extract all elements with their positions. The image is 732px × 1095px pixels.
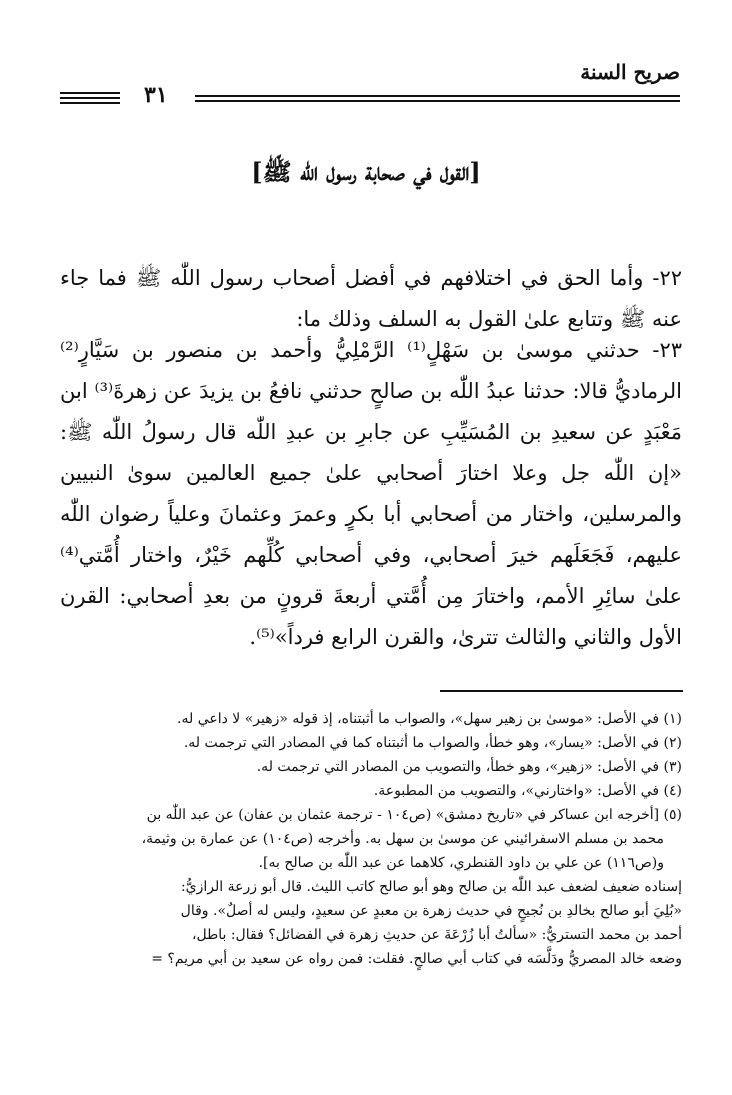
footnote-separator [440, 690, 683, 692]
footnote-commentary-line: إسناده ضعيف لضعف عبد اللّٰه بن صالح وهو أبو صالح كاتب الليث. قال أبو زرعة الرازيُّ: [180, 879, 682, 895]
footnote-number: (١) [663, 711, 682, 727]
header-rule-short-3 [60, 102, 120, 104]
footnote-text: في الأصل: «واختارني»، والتصويب من المطبوعة. [373, 783, 660, 799]
footnote-2 [62, 731, 682, 755]
footnote-text: في الأصل: «يسار»، وهو خطأ، والصواب ما أثبتناه كما في المصادر التي ترجمت له. [183, 735, 660, 751]
paragraph-23: ٢٣- حدثني موسىٰ بن سَهْلٍ⁽¹⁾ الرَّمْلِيُّ وأحمد بن منصور بن سَيَّارٍ⁽²⁾ الرماديُّ قالا: حدثنا عبدُ اللّٰه بن صالحٍ حدثني نافعُ بن يزيدَ عن زهرةَ⁽³⁾ ابن مَعْبَدٍ عن سعيدِ بن المُسَيِّبِ عن جابرِ بن عبدِ اللّٰه قال رسولُ اللّٰه ﷺ: «إن اللّٰه جل وعلا اختارَ أصحابي علىٰ جميع العالمين سوىٰ النبيين والمرسلين، واختار من أصحابي أبا بكرٍ وعمرَ وعثمانَ وعلياً رضوان اللّٰه عليهم، فَجَعَلَهم خيرَ أصحابي، وفي أصحابي كُلِّهم خَيْرٌ، واختار أُمَّتي⁽⁴⁾ علىٰ سائِرِ الأمم، واختارَ مِن أُمَّتي أربعةَ قرونٍ من بعدِ أصحابي: القرن الأول والثاني والثالث تترىٰ، والقرن الرابع فرداً»⁽⁵⁾. [60, 338, 682, 649]
page-number: ٣١ [140, 82, 172, 108]
footnote-commentary-line: وضعه خالد المصريُّ ودَلَّسَه في كتاب أبي صالحٍ. فقلت: فمن رواه عن سعيد بن أبي مريم؟ = [151, 951, 682, 967]
footnote-number: (٤) [663, 783, 682, 799]
footnote-number: (٢) [663, 735, 682, 751]
footnote-commentary-line: «بُلِيَ أبو صالح بخالدِ بن نُجيحٍ في حديث زهرة بن معبدٍ عن سعيدٍ، وليس له أصلٌ». وقال [180, 903, 682, 919]
footnote-1 [62, 707, 682, 731]
footnote-number: (٣) [663, 759, 682, 775]
footnote-number: (٥) [663, 807, 682, 823]
footnote-3 [62, 755, 682, 779]
book-title: صريح السنة [580, 60, 680, 84]
footnote-commentary-line: أحمد بن محمد التستريُّ: «سألتُ أبا زُرْعَةَ عن حديثِ زهرة في الفضائل؟ فقال: باطل، [191, 927, 682, 943]
header-rule-long-2 [195, 100, 680, 102]
footnote-4 [62, 779, 682, 803]
footnote-5-continuation: و(ص١١٦) عن علي بن داود القنطري، كلاهما عن عبد اللّٰه بن صالح به]. [258, 855, 664, 871]
header-rule-short-2 [60, 97, 120, 99]
section-title: [القول في صحابة رسول الله ﷺ] [251, 157, 481, 186]
footnote-5 [62, 803, 682, 827]
paragraph-22: ٢٢- وأما الحق في اختلافهم في أفضل أصحاب رسول اللّٰه ﷺ فما جاء عنه ﷺ وتتابع علىٰ القول به السلف وذلك ما: [60, 266, 682, 331]
header-rule-long [195, 95, 680, 97]
footnote-text: [أخرجه ابن عساكر في «تاريخ دمشق» (ص١٠٤ - ترجمة عثمان بن عفان) عن عبد اللّٰه بن [146, 807, 660, 823]
footnote-text: في الأصل: «موسىٰ بن زهير سهل»، والصواب ما أثبتناه، إذ قوله «زهير» لا داعي له. [177, 711, 660, 727]
footnote-5-continuation: محمد بن مسلم الاسفرائيني عن موسىٰ بن سهل به. وأخرجه (ص١٠٤) عن عمارة بن وثيمة، [141, 831, 664, 847]
footnotes [62, 707, 682, 971]
header-rule-short [60, 92, 120, 94]
running-header [60, 58, 680, 108]
footnote-text: في الأصل: «زهير»، وهو خطأ، والتصويب من المصادر التي ترجمت له. [256, 759, 660, 775]
